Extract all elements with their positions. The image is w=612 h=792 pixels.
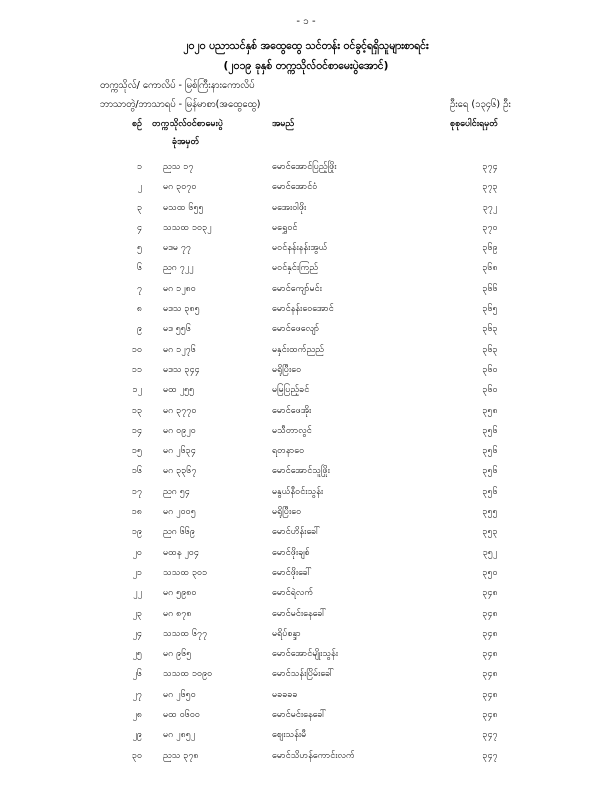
table-row (0, 280, 612, 300)
table-row (0, 686, 612, 706)
roll-number: မဂ ၈၇၈ (163, 608, 192, 619)
row-number: ၅ (136, 243, 142, 254)
table-row (0, 483, 612, 503)
header-roll-number: တက္ကသိုလ်ဝင်စာမေးပွဲ (152, 119, 223, 129)
student-name: မောင်အောင်သူဖြိုး (272, 466, 330, 477)
table-row (0, 706, 612, 726)
total-marks: ၃၇၄ (482, 162, 498, 172)
roll-number: မဒ ၅၅၆ (163, 324, 191, 335)
row-number: ၁၅ (131, 446, 142, 457)
row-number: ၂၂ (133, 588, 142, 599)
roll-number: မဂ ၂၈၅၂ (163, 730, 196, 741)
table-row (0, 645, 612, 665)
row-number: ၁ (136, 162, 142, 172)
student-name: မအေးဝါဖိုး (272, 202, 307, 213)
document-title: ၂၀၂၀ ပညာသင်နှစ် အထွေထွေ သင်တန်း ဝင်ခွင့်ရရှိသူများစာရင်း (183, 40, 429, 52)
total-marks: ၃၇၂ (482, 202, 498, 213)
student-name: မဝင်နှင်းကြည် (272, 263, 319, 274)
roll-number: ညဂ ၇၂၂ (163, 263, 194, 274)
student-name: မမြပြည့်ခင် (272, 385, 310, 396)
table-row (0, 361, 612, 381)
roll-number: မဂ ၅၉၈၀ (163, 588, 197, 599)
total-marks: ၃၄၈ (482, 710, 498, 721)
total-marks: ၃၄၈ (482, 588, 498, 599)
roll-number: မဂ ၂၆၃၄ (163, 446, 196, 457)
student-name: ဈေးသန်းမီ (272, 730, 307, 741)
student-name: မောင်နန်းဝေအောင် (272, 304, 334, 315)
roll-number: မဒသ ၃၄၄ (163, 364, 200, 375)
header-total-marks: စုစုပေါင်းရမှတ် (450, 119, 499, 129)
table-row (0, 199, 612, 219)
total-marks: ၃၅၆ (482, 466, 498, 477)
total-marks: ၃၆၆ (482, 283, 498, 294)
total-marks: ၃၅၅ (482, 507, 498, 518)
table-row (0, 341, 612, 361)
roll-number: သသထ ၁၀၉၀ (163, 669, 213, 680)
student-name: မောင်သိဟန်ကောင်းလက် (272, 750, 355, 761)
total-marks: ၃၄၇ (482, 730, 498, 741)
roll-number: ညဂ ၆၆၉ (163, 527, 195, 538)
roll-number: မသထ ၆၅၅ (163, 202, 204, 213)
roll-number: ညသ ၁၇ (163, 162, 194, 172)
row-number: ၁၃ (131, 405, 142, 416)
table-row (0, 625, 612, 645)
roll-number: မဂ ၂၆၅၀ (163, 689, 196, 700)
total-marks: ၃၄၈ (482, 649, 498, 660)
roll-number: ညသ ၃၇၈ (163, 750, 199, 761)
total-marks: ၃၇၀ (482, 222, 498, 233)
page-number: - ၁ - (296, 16, 316, 27)
table-row (0, 300, 612, 320)
table-row (0, 320, 612, 340)
row-number: ၁၀ (131, 344, 142, 355)
table-row (0, 442, 612, 462)
total-marks: ၃၆၅ (482, 304, 498, 315)
roll-number: ညဂ ၅၄ (163, 486, 190, 497)
student-name: မရွှေဝင် (272, 222, 298, 233)
results-list (0, 158, 612, 767)
total-marks: ၃၆၀ (482, 364, 498, 375)
table-row (0, 544, 612, 564)
table-row (0, 747, 612, 767)
total-marks: ၃၆၃ (482, 344, 498, 355)
table-row (0, 239, 612, 259)
student-name: မောင်ကျော်မင်း (272, 283, 322, 294)
row-number: ၂၅ (132, 649, 142, 660)
table-row (0, 422, 612, 442)
row-number: ၃၀ (131, 750, 142, 761)
total-marks: ၃၅၆ (482, 486, 498, 497)
total-marks: ၃၅၃ (482, 527, 498, 538)
total-marks: ၃၄၇ (482, 750, 498, 761)
total-marks: ၃၆၉ (482, 243, 498, 254)
table-row (0, 402, 612, 422)
total-marks: ၃၄၈ (482, 689, 498, 700)
roll-number: မဂ ၁၂၇၆ (163, 344, 196, 355)
total-count: ဦးရေ (၁၃၄၆) ဦး (450, 99, 511, 110)
table-row (0, 158, 612, 178)
student-name: မောင်ဟိန်းခေါ် (272, 527, 321, 538)
student-name: မရိပ်စန္ဒာ (272, 628, 301, 639)
roll-number: မဒမ ၇၇ (163, 243, 191, 254)
table-row (0, 605, 612, 625)
roll-number: မဂ ၃၃၆၇ (163, 466, 197, 477)
roll-number: မဂ ၀၉၂၀ (163, 425, 196, 436)
student-name: မခခခခ (272, 689, 298, 700)
student-name: မောင်ဖေအိုး (272, 405, 312, 416)
total-marks: ၃၆၈ (482, 263, 498, 274)
total-marks: ၃၅၆ (482, 425, 498, 436)
table-row (0, 219, 612, 239)
student-name: မနှင်းထက်ညည် (272, 344, 324, 355)
row-number: ၁၄ (131, 425, 142, 436)
row-number: ၂၄ (132, 628, 142, 639)
student-name: မရိုပြီးဝေ (272, 364, 302, 375)
row-number: ၁၂ (132, 385, 142, 396)
roll-number: မထ ၂၅၅ (163, 385, 195, 396)
row-number: ၁၉ (131, 527, 142, 538)
student-name: မဝင်နန်းနန်းအွယ် (272, 243, 328, 254)
roll-number: မထ ၀၆၀၀ (163, 710, 200, 721)
student-name: မနွယ်နီဝင်းသွန်း (272, 486, 324, 497)
row-number: ၂၁ (132, 567, 142, 578)
roll-number: သသထ ၃၀၁ (163, 567, 208, 578)
row-number: ၂၇ (132, 689, 142, 700)
row-number: ၁၁ (131, 364, 142, 375)
exam-subject-line: ဘာသာတွဲ/ဘာသာရပ် - မြန်မာစာ(အထွေထွေ) (100, 99, 261, 110)
total-marks: ၃၆၀ (482, 385, 498, 396)
row-number: ၇ (136, 283, 142, 294)
row-number: ၂၃ (132, 608, 142, 619)
student-name: မရိုပြီးဝေ (272, 507, 302, 518)
row-number: ၉ (136, 324, 142, 335)
roll-number: မဂ ၁၂၈၀ (163, 283, 196, 294)
table-row (0, 462, 612, 482)
student-name: မောင်မင်းနေခေါ် (272, 710, 327, 721)
header-name: အမည် (272, 119, 295, 129)
table-row (0, 381, 612, 401)
document-subtitle: (၂၀၁၉ ခုနှစ် တက္ကသိုလ်ဝင်စာမေးပွဲအောင်) (223, 60, 389, 72)
student-name: မောင်ဖိုးချစ် (272, 547, 310, 558)
row-number: ၂၈ (132, 710, 142, 721)
table-row (0, 584, 612, 604)
row-number: ၆ (136, 263, 142, 274)
total-marks: ၃၅၂ (482, 547, 498, 558)
university-line: တက္ကသိုလ်/ ကောလိပ် - မြစ်ကြီးနားကောလိပ် (100, 80, 255, 91)
row-number: ၁၆ (131, 466, 142, 477)
row-number: ၂၉ (132, 730, 142, 741)
header-no: စဉ် (131, 119, 142, 129)
row-number: ၃ (136, 202, 142, 213)
row-number: ၄ (136, 222, 142, 233)
row-number: ၂၀ (132, 547, 142, 558)
student-name: မောင်သန်းပြိမ်းခေါ် (272, 669, 335, 680)
student-name: မောင်အောင်ဝံ (272, 182, 318, 193)
student-name: မသီတာလွင် (272, 425, 312, 436)
student-name: မောင်ဖိုးခေါ် (272, 567, 312, 578)
student-name: မောင်အောင်မျိုးသွန်း (272, 649, 338, 660)
roll-number: မဂ ၉၆၅ (163, 649, 192, 660)
student-name: မောင်မင်းနေခေါ် (272, 608, 327, 619)
roll-number: သသထ ၆၇၇ (163, 628, 208, 639)
table-row (0, 178, 612, 198)
row-number: ၁၇ (131, 486, 142, 497)
total-marks: ၃၄၈ (482, 669, 498, 680)
table-row (0, 503, 612, 523)
roll-number: သသထ ၁၀၃၂ (163, 222, 212, 233)
total-marks: ၃၄၈ (482, 628, 498, 639)
student-name: ရတနာဝေ (272, 446, 305, 457)
table-row (0, 259, 612, 279)
row-number: ၂ (137, 182, 142, 193)
roll-number: မဂ ၂၀၀၅ (163, 507, 196, 518)
table-row (0, 523, 612, 543)
row-number: ၈ (136, 304, 142, 315)
total-marks: ၃၅၀ (482, 567, 498, 578)
total-marks: ၃၇၃ (482, 182, 498, 193)
student-name: မောင်ရဲလက် (272, 588, 314, 599)
row-number: ၁၈ (131, 507, 142, 518)
table-row (0, 726, 612, 746)
roll-number: မဂ ၃၇၇၀ (163, 405, 197, 416)
student-name: မောင်အောင်ပြည့်ဖြိုး (272, 162, 337, 172)
total-marks: ၃၅၆ (482, 446, 498, 457)
total-marks: ၃၄၈ (482, 608, 498, 619)
table-row (0, 665, 612, 685)
header-roll-number-line2: ခုံအမှတ် (172, 137, 200, 147)
row-number: ၂၆ (132, 669, 142, 680)
total-marks: ၃၅၈ (482, 405, 498, 416)
roll-number: မဂ ၃၀၇၀ (163, 182, 197, 193)
total-marks: ၃၆၃ (482, 324, 498, 335)
table-row (0, 564, 612, 584)
roll-number: မထန ၂၀၄ (163, 547, 199, 558)
roll-number: မဒသ ၃၈၅ (163, 304, 200, 315)
student-name: မောင်ဖေလျော် (272, 324, 320, 335)
